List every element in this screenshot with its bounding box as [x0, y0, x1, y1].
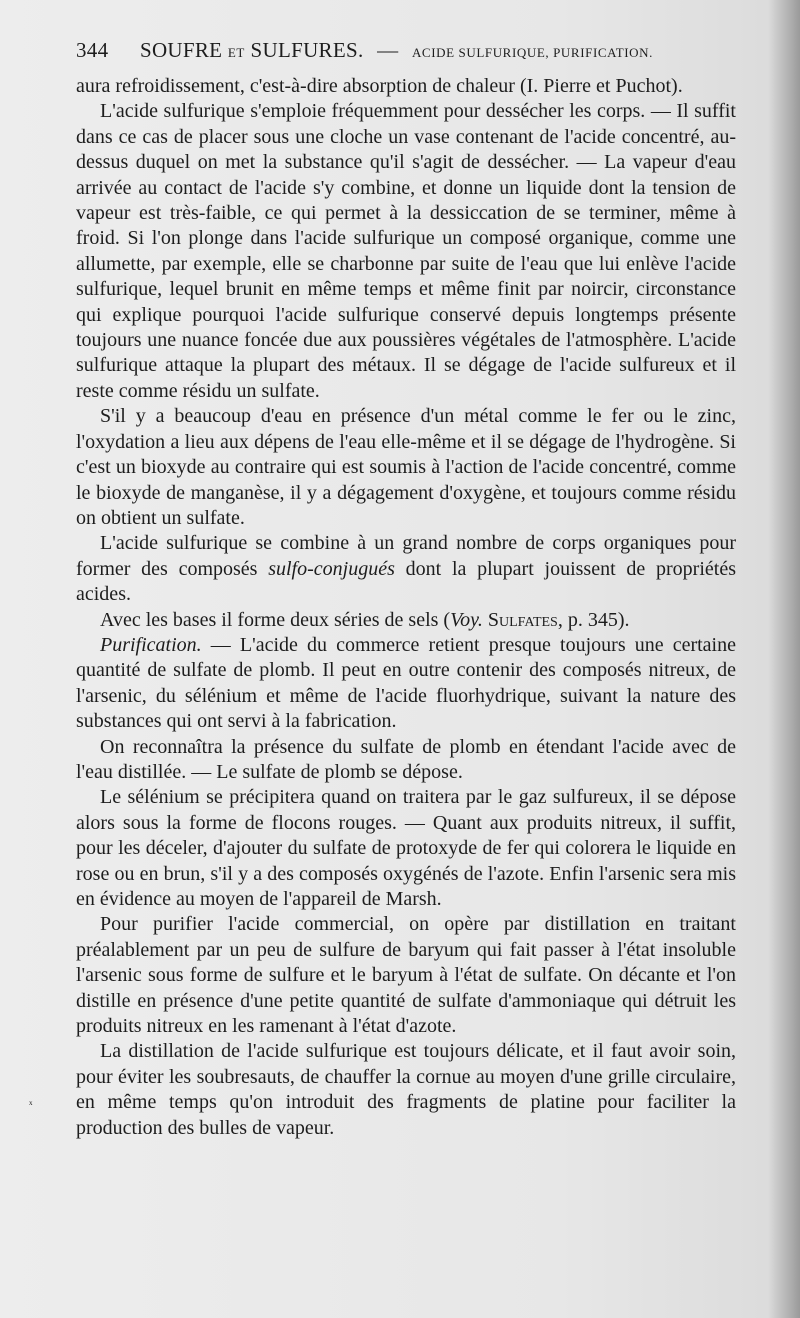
paragraph — [76, 633, 736, 735]
running-header — [76, 38, 736, 63]
paragraph — [76, 531, 736, 607]
paragraph: S'il y a beaucoup d'eau en présence d'un métal comme le fer ou le zinc, l'oxydation a lieu aux dépens de l'eau elle-même et il se dégage de l'hydrogène. Si c'est un bioxyde au contraire qui est soumis à l'action de l'acide concentré, comme le bioxyde de manganèse, il y a dégagement d'oxygène, et toujours comme résidu on obtient un sulfate. — [76, 405, 736, 529]
text-run: Avec les bases il forme deux séries de sels ( — [100, 608, 451, 631]
header-et: ET — [227, 45, 245, 60]
page-number: 344 — [76, 38, 109, 62]
header-title-2: SULFURES. — [250, 38, 364, 62]
header-title: SOUFRE — [139, 38, 223, 62]
cross-reference: Sulfates — [487, 608, 558, 631]
italic-term: Voy. — [450, 608, 483, 631]
body-text — [76, 74, 736, 1141]
text-run: L'acide sulfurique se combine à un grand nombre de corps organiques pour former des composés — [76, 532, 736, 580]
paragraph — [76, 608, 736, 633]
text-run: dont la plupart jouissent de propriétés acides. — [76, 557, 736, 606]
paragraph: La distillation de l'acide sulfurique est toujours délicate, et il faut avoir soin, pour éviter les soubresauts, de chauffer la cornue au moyen d'une grille circulaire, en même temps qu'on introduit des fragments de platine pour faciliter la production des bulles de vapeur. — [76, 1040, 736, 1139]
paragraph: aura refroidissement, c'est-à-dire absorption de chaleur (I. Pierre et Puchot). — [76, 75, 683, 97]
italic-term: sulfo-conjugués — [268, 557, 395, 580]
text-run: — L'acide du commerce retient presque toujours une certaine quantité de sulfate de plomb. Il peut en outre contenir des composés nitreux, de l'arsenic, du sélénium et même de l'acide fluorhydrique, suivant la nature des substances qui ont servi à la fabrication. — [76, 633, 736, 733]
header-dash: — — [377, 38, 399, 62]
paragraph: On reconnaîtra la présence du sulfate de plomb en étendant l'acide avec de l'eau distillée. — Le sulfate de plomb se dépose. — [76, 735, 736, 783]
paragraph: Le sélénium se précipitera quand on traitera par le gaz sulfureux, il se dépose alors sous la forme de flocons rouges. — Quant aux produits nitreux, il suffit, pour les déceler, d'ajouter du sulfate de protoxyde de fer qui colorera le liquide en rose ou en brun, s'il y a des composés oxygénés de l'azote. Enfin l'arsenic sera mis en évidence au moyen de l'appareil de Marsh. — [76, 786, 736, 910]
margin-mark: ₓ — [29, 1093, 33, 1107]
section-heading: Purification. — [100, 633, 202, 656]
header-section: ACIDE SULFURIQUE, PURIFICATION. — [411, 45, 653, 60]
paragraph: L'acide sulfurique s'emploie fréquemment pour dessécher les corps. — Il suffit dans ce cas de placer sous une cloche un vase contenant de l'acide concentré, au-dessus duquel on met la substance qu'il s'agit de dessécher. — La vapeur d'eau arrivée au contact de l'acide s'y combine, et donne un liquide dont la tension de vapeur est très-faible, ce qui permet à la dessiccation de se terminer, même à froid. Si l'on plonge dans l'acide sulfurique un composé organique, comme une allumette, par exemple, elle se charbonne par suite de l'eau que lui enlève l'acide sulfurique, lequel brunit en même temps et même finit par noircir, circonstance qui explique pourquoi l'acide sulfurique conservé depuis longtemps présente toujours une nuance foncée due aux poussières végétales de l'atmosphère. L'acide sulfurique attaque la plupart des métaux. Il se dégage de l'acide sulfureux et il reste comme résidu un sulfate. — [76, 100, 736, 402]
text-run: , p. 345). — [557, 608, 630, 631]
paragraph: Pour purifier l'acide commercial, on opère par distillation en traitant préalablement par un peu de sulfure de baryum qui fait passer à l'état insoluble l'arsenic sous forme de sulfure et le baryum à l'état de sulfate. On décante et l'on distille en présence d'une petite quantité de sulfate d'ammoniaque qui détruit les produits nitreux en les ramenant à l'état d'azote. — [76, 913, 736, 1038]
